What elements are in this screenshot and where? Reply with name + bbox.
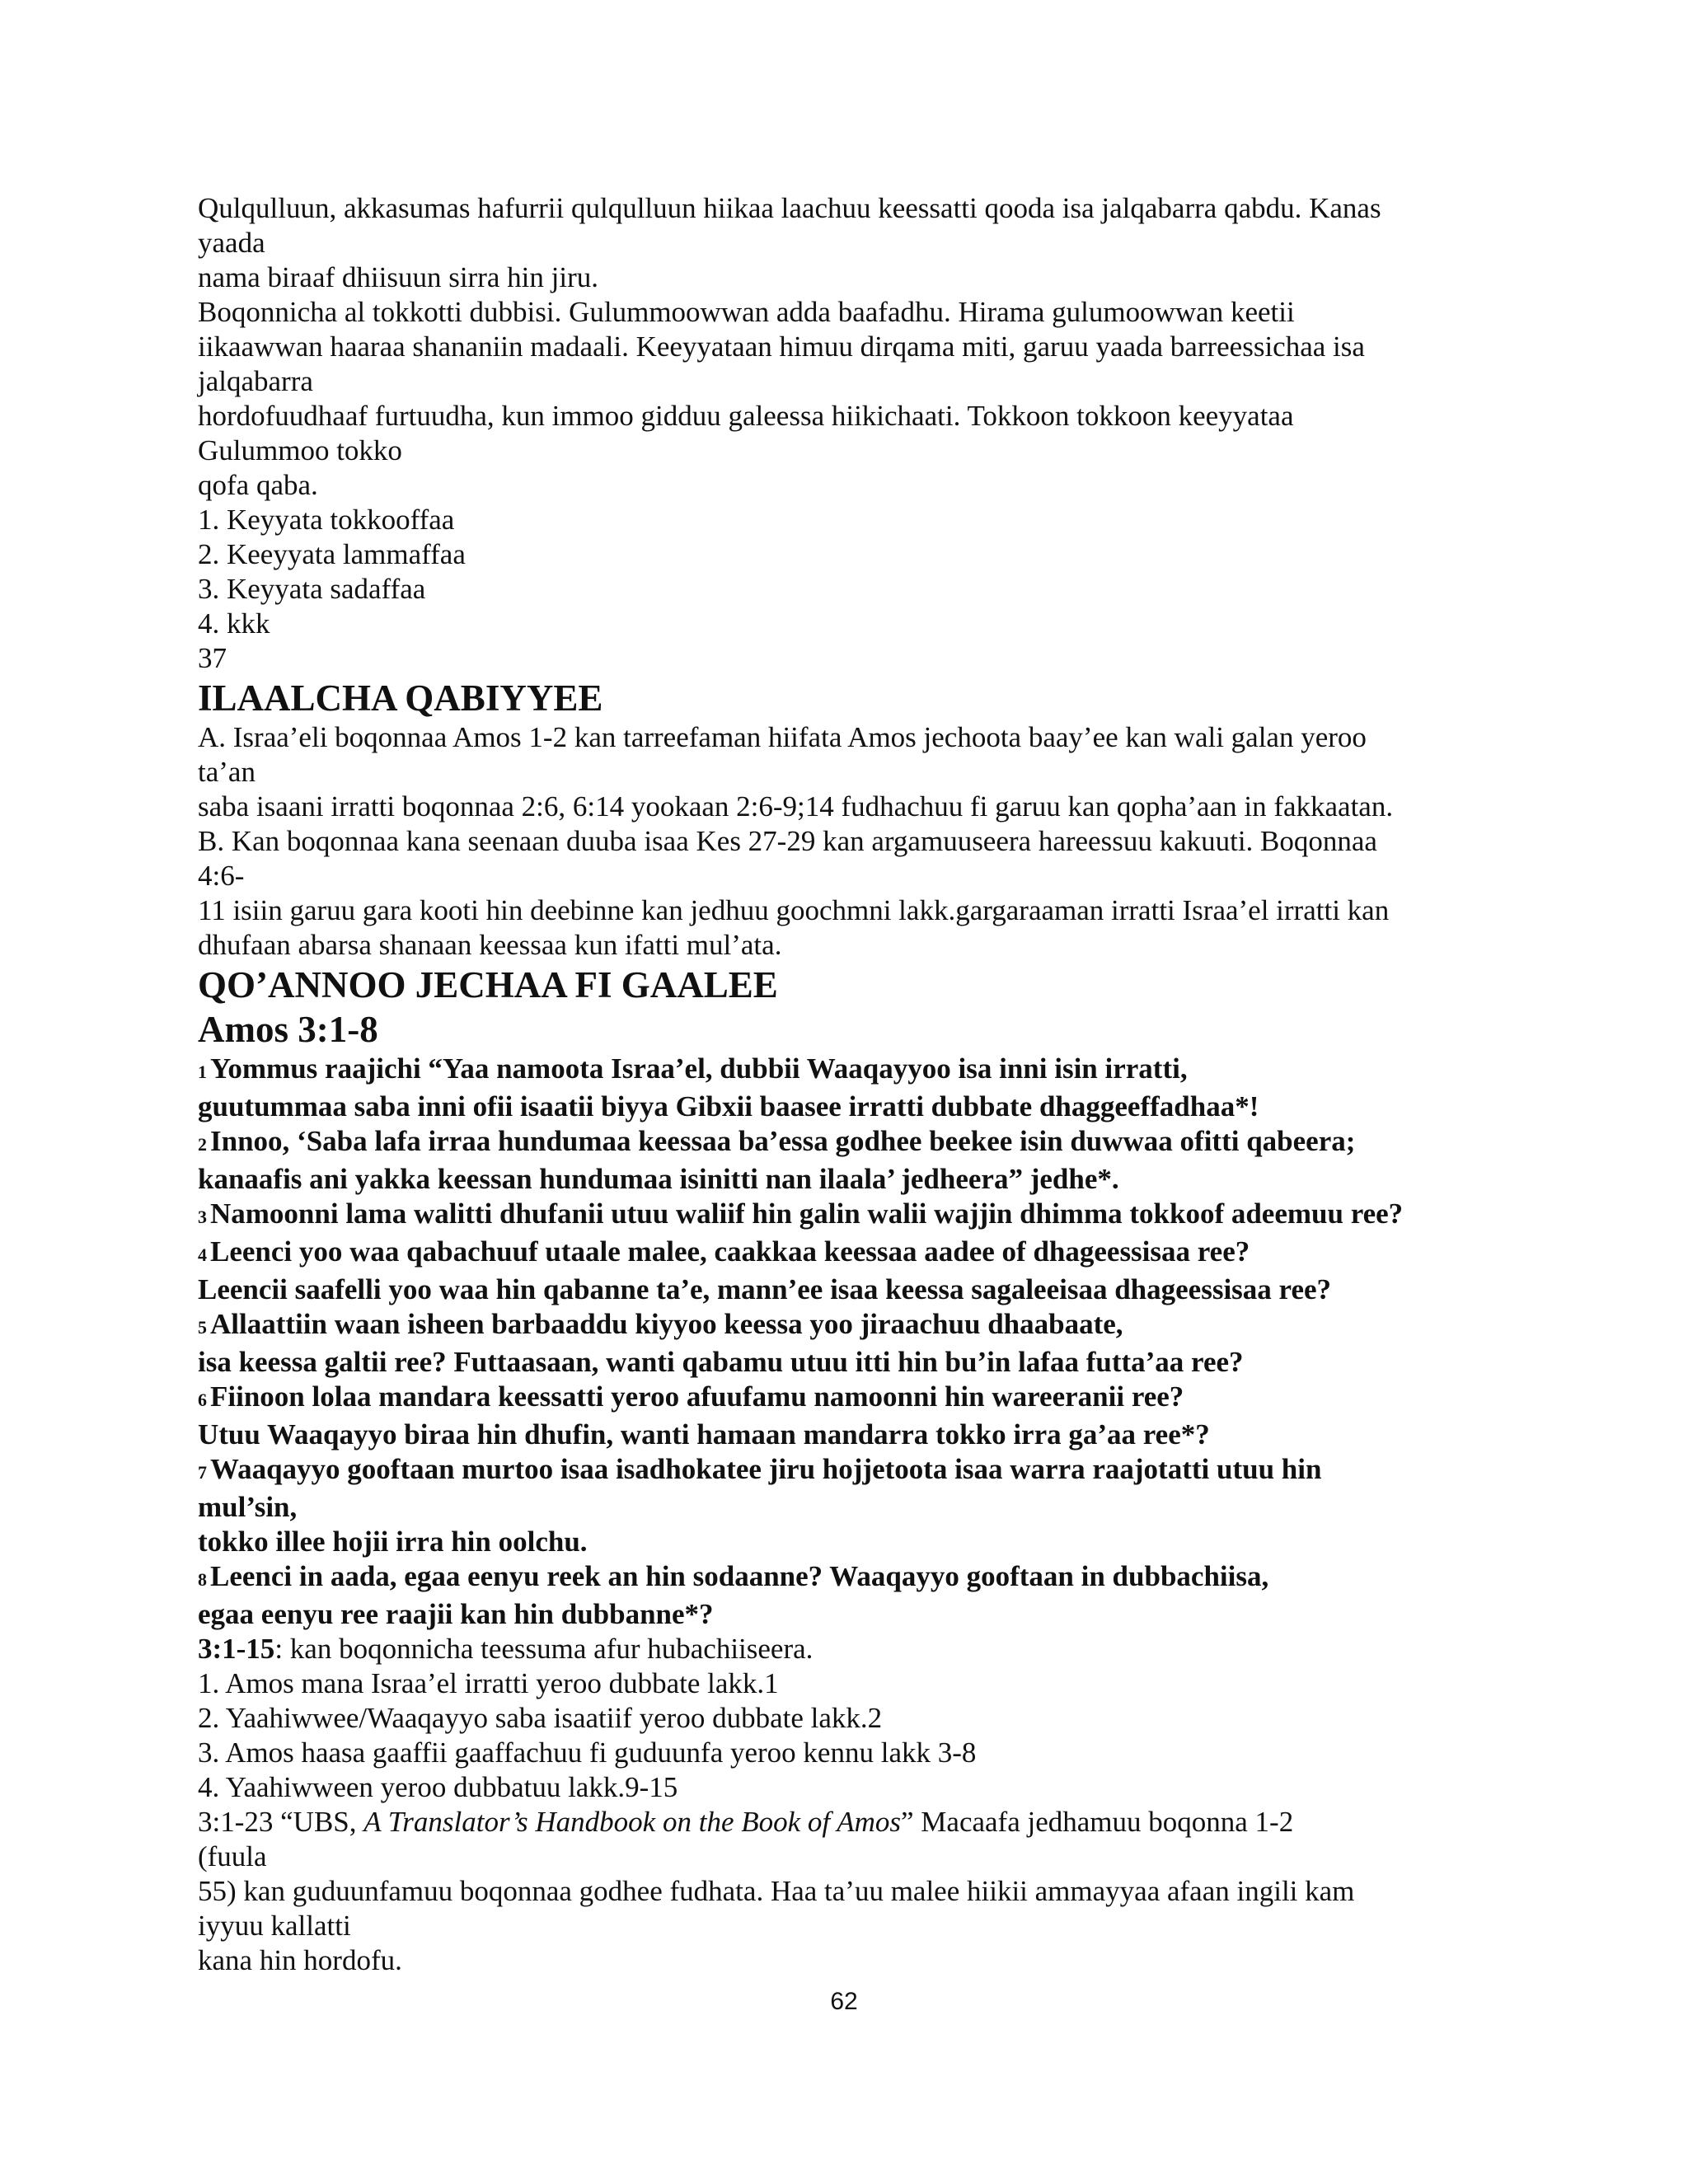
intro-line: jalqabarra: [198, 365, 313, 397]
intro-line: nama biraaf dhiisuun sirra hin jiru.: [198, 261, 598, 293]
content-line: A. Israa’eli boqonnaa Amos 1-2 kan tarreefaman hiifata Amos jechoota baay’ee kan wali galan yeroo: [198, 721, 1367, 753]
intro-line: qofa qaba.: [198, 469, 318, 501]
outline-reference: 3:1-15: [198, 1633, 275, 1665]
verse-line: [198, 1418, 1484, 1452]
verse-number: 8: [198, 1569, 207, 1590]
verse-text: Allaattiin waan isheen barbaaddu kiyyoo keessa yoo jiraachuu dhaabaate,: [210, 1308, 1123, 1340]
intro-list-item: 3. Keyyata sadaffaa: [198, 573, 426, 605]
verse-line: [198, 1124, 1484, 1162]
outline-item: 1. Amos mana Israa’el irratti yeroo dubbate lakk.1: [198, 1667, 779, 1699]
closing-line: (fuula: [198, 1840, 267, 1872]
intro-list-item: 2. Keeyyata lammaffaa: [198, 538, 466, 570]
verse-text: Utuu Waaqayyo biraa hin dhufin, wanti hamaan mandarra tokko irra ga’aa ree*?: [198, 1418, 1210, 1451]
verse-text: Leenci in aada, egaa eenyu reek an hin sodaanne? Waaqayyo gooftaan in dubbachiisa,: [210, 1560, 1269, 1592]
verse-line: [198, 1525, 1484, 1559]
verse-text: isa keessa galtii ree? Futtaasaan, wanti qabamu utuu itti hin bu’in lafaa futta’aa ree?: [198, 1346, 1244, 1378]
verse-text: Fiinoon lolaa mandara keessatti yeroo afuufamu namoonni hin wareeranii ree?: [210, 1380, 1184, 1413]
content-line: saba isaani irratti boqonnaa 2:6, 6:14 yookaan 2:6-9;14 fudhachuu fi garuu kan qopha’aan in fakkaatan.: [198, 790, 1394, 823]
passage-reference: Amos 3:1-8: [198, 1009, 378, 1050]
content-line: B. Kan boqonnaa kana seenaan duuba isaa Kes 27-29 kan argamuuseera hareessuu kakuuti. Boqonnaa: [198, 825, 1377, 857]
content-paragraph: [198, 720, 1484, 963]
intro-line: Boqonnicha al tokkotti dubbisi. Gulummoowwan adda baafadhu. Hirama gulumoowwan keetii: [198, 296, 1295, 328]
verse-line: [198, 1559, 1484, 1597]
closing-line: kana hin hordofu.: [198, 1944, 402, 1976]
content-line: 11 isiin garuu gara kooti hin deebinne kan jedhuu goochmni lakk.gargaraaman irratti Israa’el irratti kan: [198, 894, 1390, 926]
verse-line: [198, 1272, 1484, 1307]
verse-line: [198, 1162, 1484, 1197]
verse-line: [198, 1345, 1484, 1380]
intro-paragraph: [198, 191, 1484, 676]
verse-text: Leenci yoo waa qabachuuf utaale malee, caakkaa keessaa aadee of dhageessisaa ree?: [210, 1235, 1250, 1268]
outline-intro: [198, 1632, 1484, 1666]
verse-line: [198, 1597, 1484, 1632]
verse-line: [198, 1380, 1484, 1418]
verse-number: 2: [198, 1134, 207, 1155]
footnote-marker: 37: [198, 642, 227, 674]
verse-text: egaa eenyu ree raajii kan hin dubbanne*?: [198, 1598, 714, 1630]
verse-text: Leencii saafelli yoo waa hin qabanne ta’e, mann’ee isaa keessa sagaleeisaa dhageessisaa ree?: [198, 1273, 1332, 1305]
handbook-citation: [198, 1805, 1484, 1840]
verse-number: 5: [198, 1317, 207, 1338]
verse-number: 7: [198, 1462, 207, 1483]
verse-line: [198, 1052, 1484, 1090]
verse-line: [198, 1307, 1484, 1345]
verse-text: Waaqayyo gooftaan murtoo isaa isadhokatee jiru hojjetoota isaa warra raajotatti utuu hin: [210, 1453, 1322, 1485]
outline-intro-text: : kan boqonnicha teessuma afur hubachiiseera.: [274, 1633, 814, 1665]
intro-line: Qulqulluun, akkasumas hafurrii qulqulluun hiikaa laachuu keessatti qooda isa jalqabarra qabdu. Kanas: [198, 192, 1381, 224]
verse-number: 6: [198, 1390, 207, 1410]
handbook-note: [198, 1805, 1484, 1978]
content-line: ta’an: [198, 756, 256, 788]
verse-text: mul’sin,: [198, 1491, 298, 1523]
handbook-title: A Translator’s Handbook on the Book of Amos: [363, 1806, 902, 1838]
verse-text: guutummaa saba inni ofii isaatii biyya Gibxii baasee irratti dubbate dhaggeeffadhaa*!: [198, 1090, 1259, 1122]
verse-text: Yommus raajichi “Yaa namoota Israa’el, dubbii Waaqayyoo isa inni isin irratti,: [210, 1052, 1188, 1085]
verse-line: [198, 1235, 1484, 1272]
handbook-suffix: ” Macaafa jedhamuu boqonna 1-2: [901, 1806, 1294, 1838]
handbook-prefix: 3:1-23 “UBS,: [198, 1806, 364, 1838]
scripture-passage: [198, 1052, 1484, 1632]
outline-item: 2. Yaahiwwee/Waaqayyo saba isaatiif yeroo dubbate lakk.2: [198, 1702, 883, 1734]
intro-line: Gulummoo tokko: [198, 434, 402, 466]
content-line: 4:6-: [198, 860, 245, 892]
verse-number: 1: [198, 1062, 207, 1082]
outline-item: 3. Amos haasa gaaffii gaaffachuu fi guduunfa yeroo kennu lakk 3-8: [198, 1736, 977, 1769]
verse-text: kanaafis ani yakka keessan hundumaa isinitti nan ilaala’ jedheera” jedhe*.: [198, 1163, 1119, 1195]
content-line: dhufaan abarsa shanaan keessaa kun ifatti mul’ata.: [198, 929, 782, 961]
verse-text: Namoonni lama walitti dhufanii utuu waliif hin galin walii wajjin dhimma tokkoof adeemuu ree?: [210, 1197, 1404, 1230]
outline-section: [198, 1632, 1484, 1805]
verse-text: tokko illee hojii irra hin oolchu.: [198, 1526, 588, 1558]
closing-line: 55) kan guduunfamuu boqonnaa godhee fudhata. Haa ta’uu malee hiikii ammayyaa afaan ingili kam: [198, 1875, 1355, 1907]
closing-line: iyyuu kallatti: [198, 1910, 351, 1942]
verse-number: 4: [198, 1244, 207, 1265]
verse-line: [198, 1452, 1484, 1490]
intro-list-item: 1. Keyyata tokkooffaa: [198, 504, 455, 536]
verse-line: [198, 1490, 1484, 1525]
section-heading-content: ILAALCHA QABIYYEE: [198, 677, 603, 719]
intro-line: iikaawwan haaraa shananiin madaali. Keeyyataan himuu dirqama miti, garuu yaada barreessichaa isa: [198, 330, 1365, 363]
page-body: [198, 191, 1484, 1978]
verse-line: [198, 1090, 1484, 1124]
outline-item: 4. Yaahiwween yeroo dubbatuu lakk.9-15: [198, 1771, 678, 1803]
section-heading-word-study: QO’ANNOO JECHAA FI GAALEE: [198, 964, 778, 1005]
intro-list-item: 4. kkk: [198, 607, 270, 640]
verse-text: Innoo, ‘Saba lafa irraa hundumaa keessaa ba’essa godhee beekee isin duwwaa ofitti qabeera;: [210, 1125, 1356, 1157]
page-number: 62: [830, 1988, 858, 2015]
verse-line: [198, 1197, 1484, 1235]
intro-line: hordofuudhaaf furtuudha, kun immoo gidduu galeessa hiikichaati. Tokkoon tokkoon keeyyataa: [198, 400, 1294, 432]
verse-number: 3: [198, 1207, 207, 1227]
intro-line: yaada: [198, 227, 265, 259]
